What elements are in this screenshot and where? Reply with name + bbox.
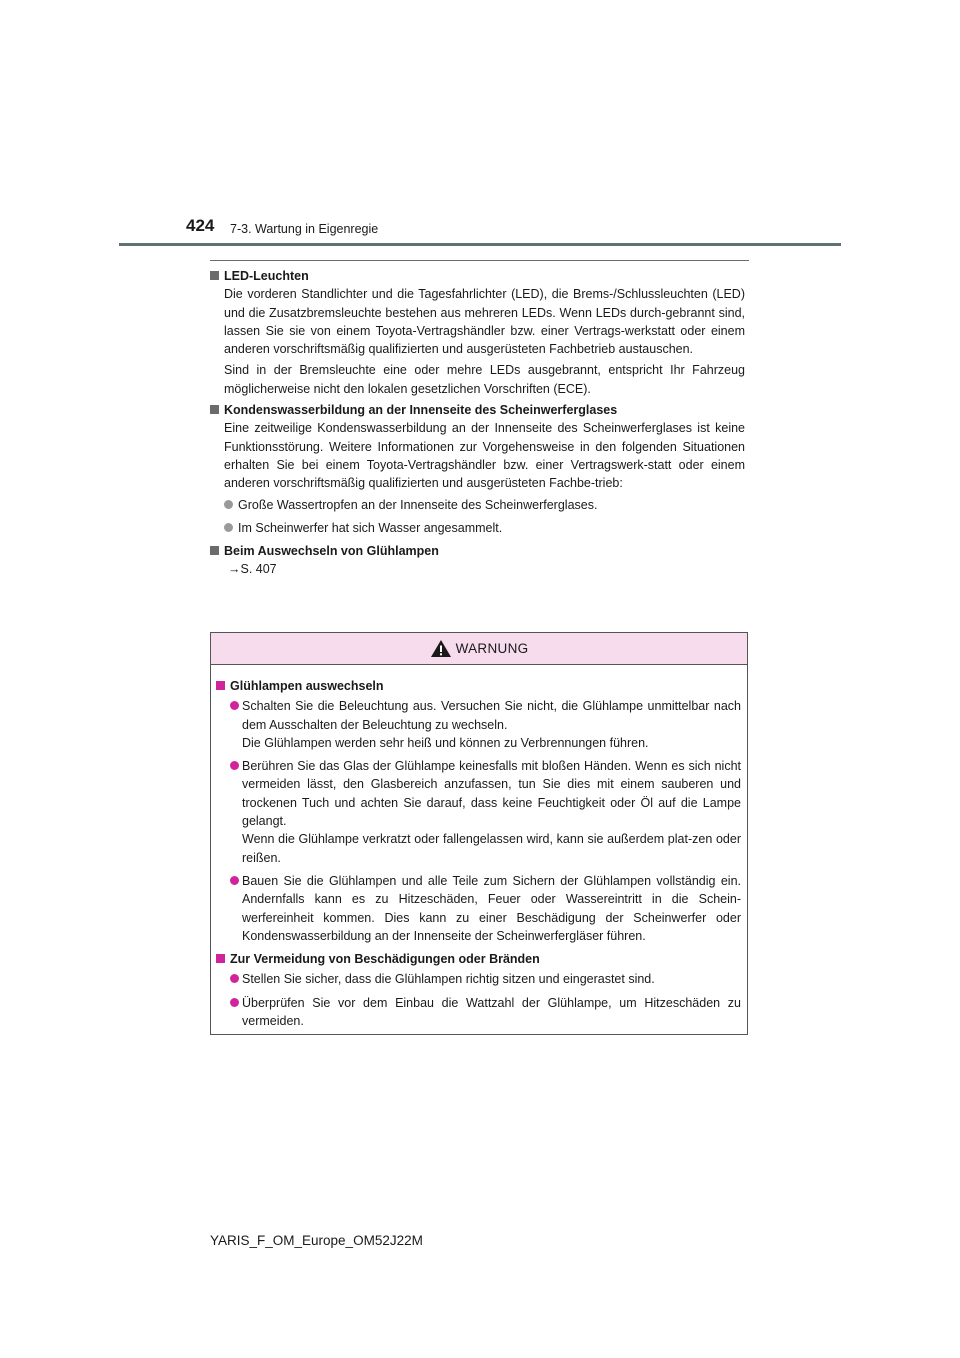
warning-list-item: Bauen Sie die Glühlampen und alle Teile zum Sichern der Glühlampen vollständig ein. Andernfalls kann es zu Hitzeschäden, Feuer oder Wassereintritt in die Schein-werfereinheit kommen. Dies kann zu einer Beschädigung der Scheinwerfer oder Kondenswasserbildung an der Innenseite der Scheinwerfergläser führen. xyxy=(216,872,741,945)
warning-triangle-icon xyxy=(430,639,452,658)
section-title: 7-3. Wartung in Eigenregie xyxy=(230,222,379,236)
warning-section-heading: Glühlampen auswechseln xyxy=(216,677,741,695)
paragraph: Sind in der Bremsleuchte eine oder mehre LEDs ausgebrannt, entspricht Ihr Fahrzeug möglicherweise nicht den lokalen gesetzlichen Vorschriften (ECE). xyxy=(224,363,745,396)
circle-bullet-icon xyxy=(230,701,239,710)
page-reference: →S. 407 xyxy=(228,562,277,577)
warning-list-item: Stellen Sie sicher, dass die Glühlampen richtig sitzen und eingerastet sind. xyxy=(216,970,741,988)
page-number: 424 xyxy=(186,216,215,235)
warning-body xyxy=(211,665,747,1030)
paragraph: Eine zeitweilige Kondenswasserbildung an der Innenseite des Scheinwerferglases ist keine Funktionsstörung. Weitere Informationen zur Vorgehensweise in den folgenden Situationen erhalten Sie bei einem Toyota-Vertragshändler bzw. einer Vertragswerk-statt oder einem anderen vorschriftsmäßig qualifizierten und ausgerüsteten Fachbe-trieb: xyxy=(224,421,745,491)
circle-bullet-icon xyxy=(230,761,239,770)
square-bullet-icon xyxy=(210,546,219,555)
warning-list-item: Schalten Sie die Beleuchtung aus. Versuchen Sie nicht, die Glühlampe unmittelbar nach dem Ausschalten der Beleuchtung zu wechseln. Die Glühlampen werden sehr heiß und können zu Verbrennungen führen. xyxy=(216,697,741,752)
circle-bullet-icon xyxy=(230,998,239,1007)
circle-bullet-icon xyxy=(230,974,239,983)
document-id: YARIS_F_OM_Europe_OM52J22M xyxy=(210,1233,423,1248)
square-bullet-icon xyxy=(216,681,225,690)
circle-bullet-icon xyxy=(224,500,233,509)
warning-section-heading: Zur Vermeidung von Beschädigungen oder Bränden xyxy=(216,950,741,968)
circle-bullet-icon xyxy=(230,876,239,885)
section-heading: Beim Auswechseln von Glühlampen xyxy=(210,542,745,560)
warning-label: WARNUNG xyxy=(455,641,529,656)
section-heading: LED-Leuchten xyxy=(210,267,745,285)
warning-box xyxy=(210,632,748,1035)
header-rule xyxy=(119,243,841,246)
circle-bullet-icon xyxy=(224,523,233,532)
square-bullet-icon xyxy=(210,271,219,280)
list-item: Große Wassertropfen an der Innenseite des Scheinwerferglases. xyxy=(210,496,745,514)
warning-list-item: Überprüfen Sie vor dem Einbau die Wattzahl der Glühlampe, um Hitzeschäden zu vermeiden. xyxy=(216,994,741,1031)
square-bullet-icon xyxy=(210,405,219,414)
square-bullet-icon xyxy=(216,954,225,963)
warning-list-item: Berühren Sie das Glas der Glühlampe keinesfalls mit bloßen Händen. Wenn es sich nicht vermeiden lässt, den Glasbereich anzufassen, tun Sie dies mit einem sauberen und trockenen Tuch und achten Sie darauf, dass keine Feuchtigkeit oder Öl auf die Lampe gelangt. Wenn die Glühlampe verkratzt oder fallengelassen wird, kann sie außerdem plat-zen oder reißen. xyxy=(216,757,741,867)
section-heading: Kondenswasserbildung an der Innenseite des Scheinwerferglases xyxy=(210,401,745,419)
content-rule xyxy=(210,260,749,261)
list-item: Im Scheinwerfer hat sich Wasser angesammelt. xyxy=(210,519,745,537)
warning-header xyxy=(211,633,747,665)
paragraph: Die vorderen Standlichter und die Tagesfahrlichter (LED), die Brems-/Schlussleuchten (LED) und die Zusatzbremsleuchte bestehen aus mehreren LEDs. Wenn LEDs durch-gebrannt sind, lassen Sie sie von einem Toyota-Vertragshändler bzw. einer Vertrags-werkstatt oder einem anderen vorschriftsmäßig qualifizierten und ausgerüsteten Fachbetrieb austauschen. xyxy=(224,287,745,357)
main-content xyxy=(210,267,745,579)
